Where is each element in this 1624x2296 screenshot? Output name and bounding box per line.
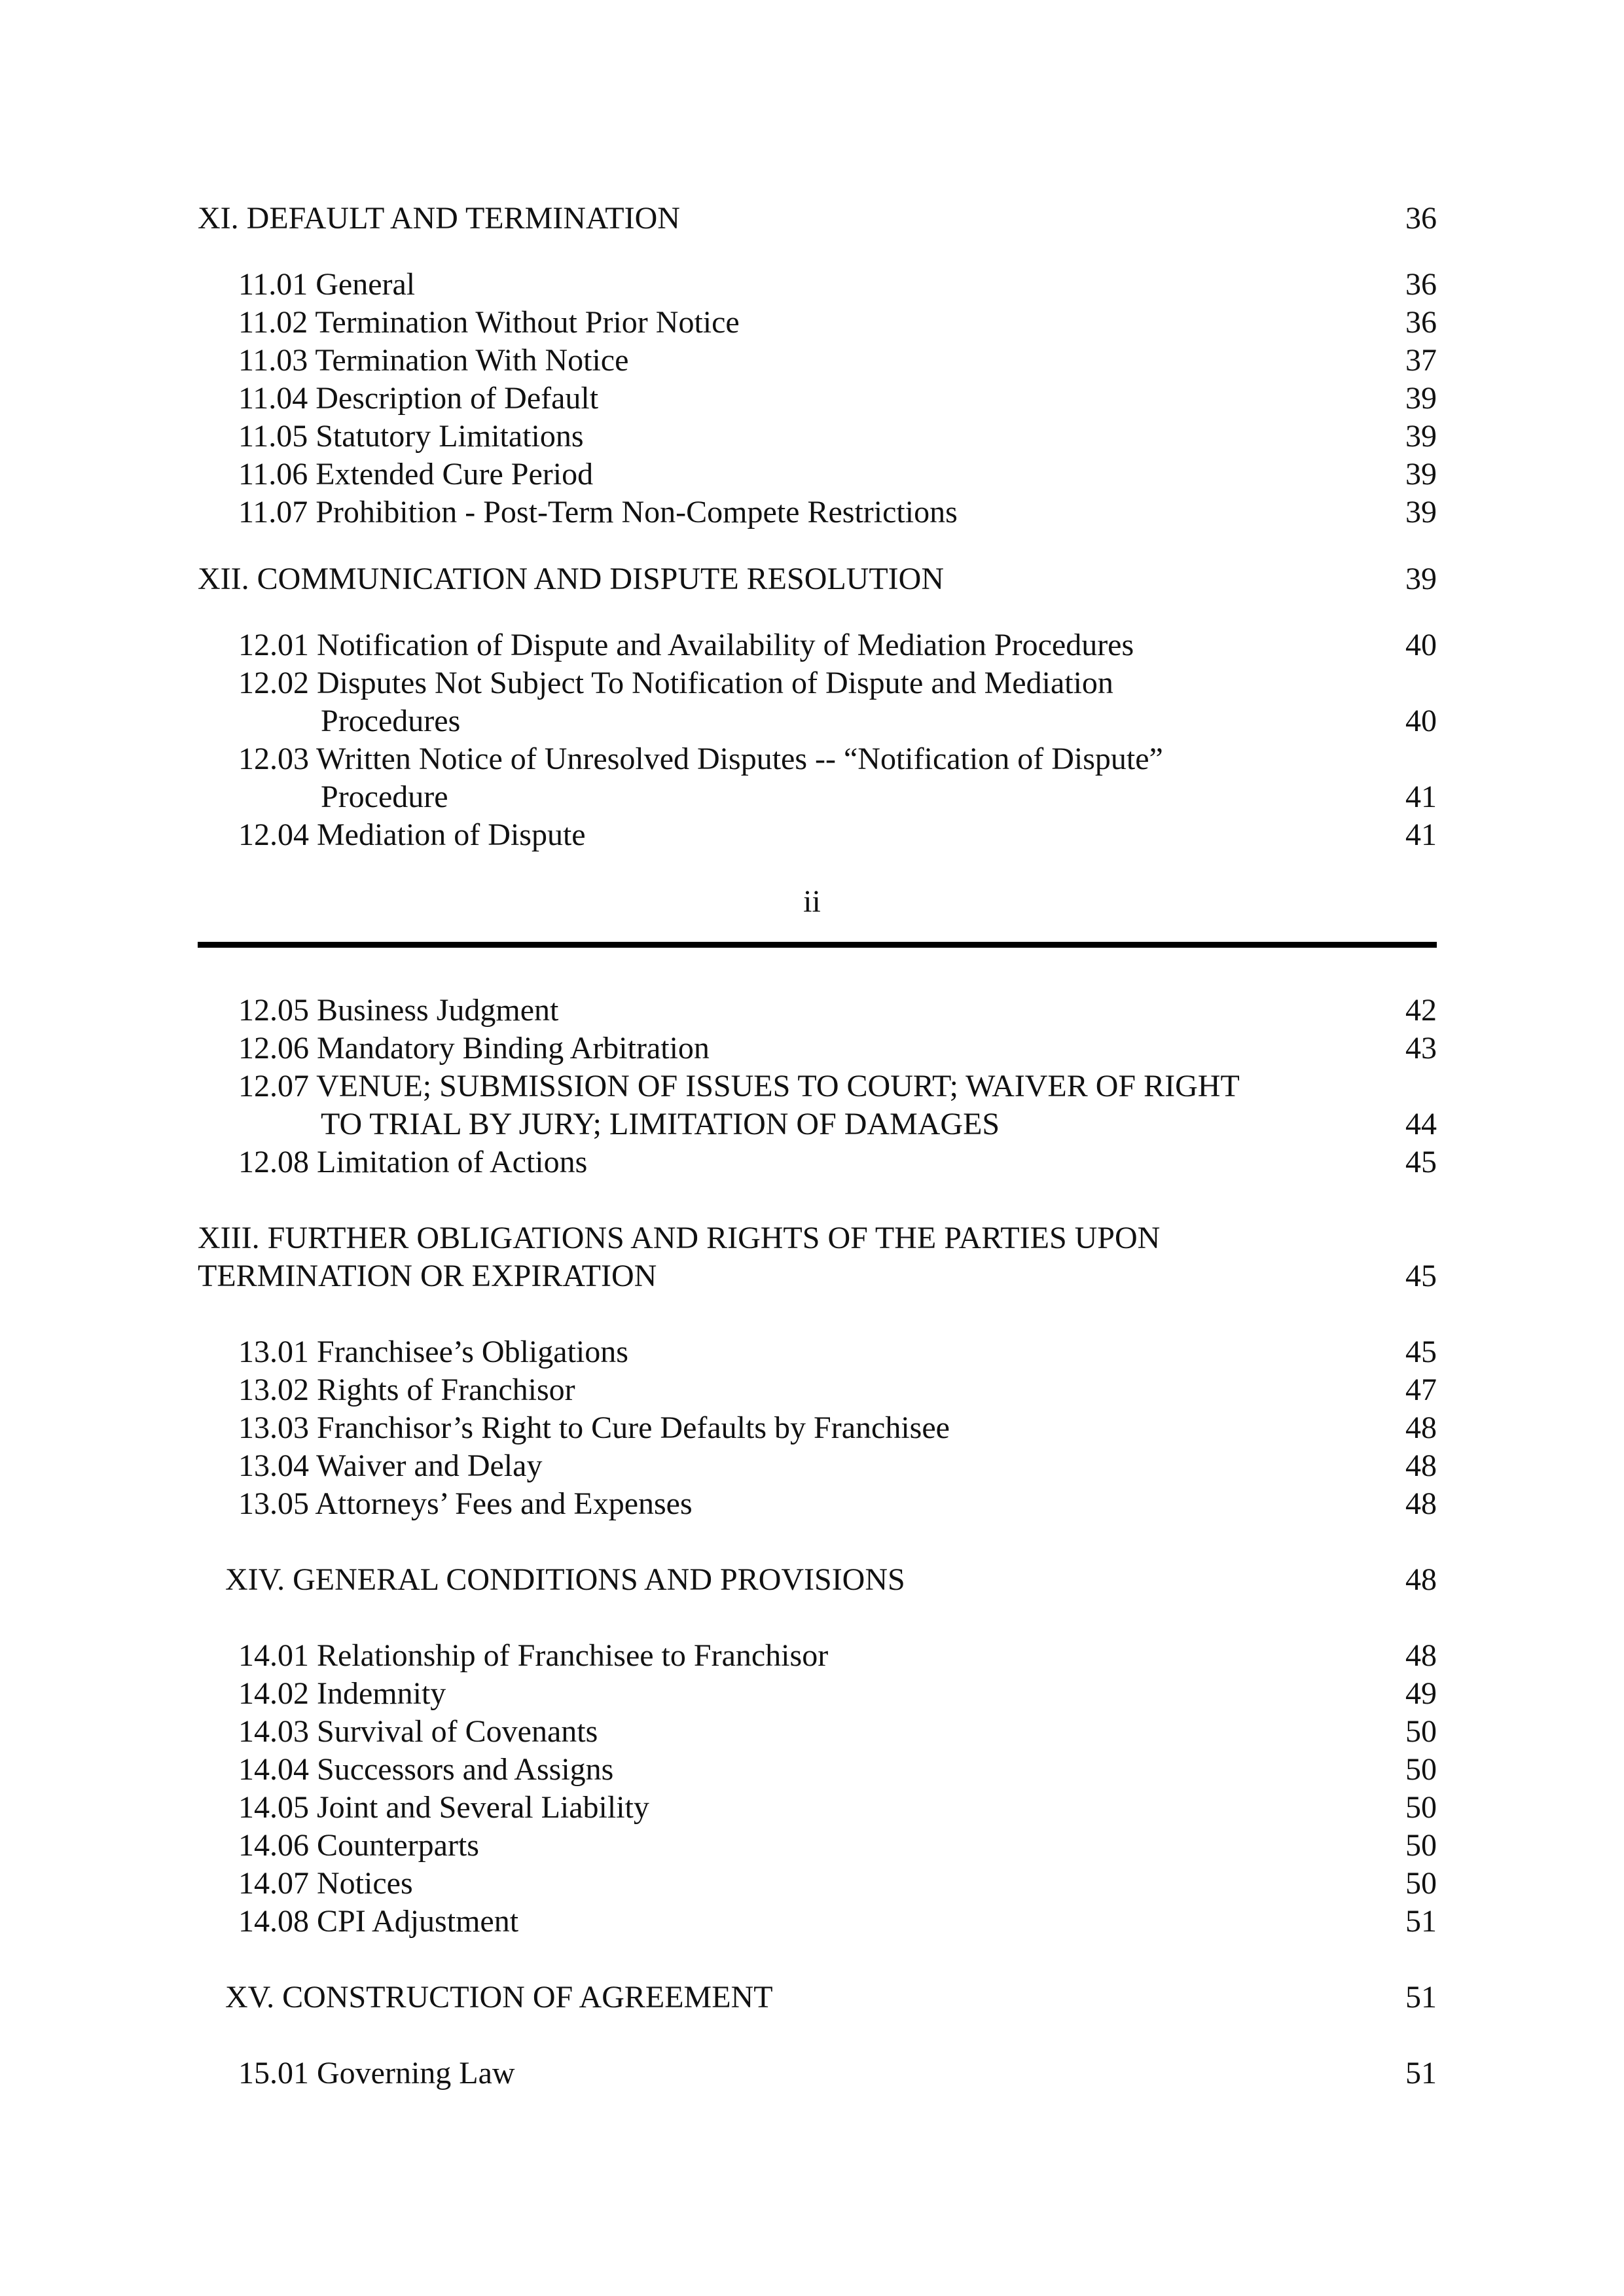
page-number-footer: ii — [803, 884, 821, 919]
toc-section-heading — [0, 1977, 1624, 2018]
toc-entry — [0, 2053, 1624, 2094]
entry-title: 11.05 Statutory Limitations — [238, 419, 584, 454]
entry-title: 12.02 Disputes Not Subject To Notification of Dispute and Mediation — [238, 666, 1113, 700]
entry-page-number: 49 — [1405, 1676, 1437, 1711]
entry-title: 12.05 Business Judgment — [238, 993, 559, 1028]
toc-entry — [0, 1407, 1624, 1449]
entry-title: 13.01 Franchisee’s Obligations — [238, 1335, 628, 1369]
entry-page-number: 48 — [1405, 1638, 1437, 1673]
entry-title-continuation: Procedure — [321, 780, 448, 814]
entry-page-number: 48 — [1405, 1410, 1437, 1445]
entry-page-number: 36 — [1405, 267, 1437, 302]
entry-title: 12.07 VENUE; SUBMISSION OF ISSUES TO COURT; WAIVER OF RIGHT — [238, 1069, 1240, 1103]
toc-entry — [0, 1749, 1624, 1791]
toc-entry-continuation — [0, 1103, 1624, 1145]
entry-title: 14.02 Indemnity — [238, 1676, 446, 1711]
entry-page-number: 45 — [1405, 1335, 1437, 1369]
section-page-number: 48 — [1405, 1562, 1437, 1597]
entry-page-number: 48 — [1405, 1486, 1437, 1521]
toc-entry — [0, 1901, 1624, 1943]
entry-page-number: 44 — [1405, 1107, 1437, 1141]
toc-entry — [0, 814, 1624, 856]
toc-entry — [0, 1369, 1624, 1411]
page-divider — [198, 942, 1437, 948]
toc-entry — [0, 264, 1624, 306]
entry-title: 11.01 General — [238, 267, 416, 302]
section-title: XII. COMMUNICATION AND DISPUTE RESOLUTION — [198, 562, 944, 596]
entry-title: 12.06 Mandatory Binding Arbitration — [238, 1031, 710, 1066]
entry-title: 11.06 Extended Cure Period — [238, 457, 594, 492]
toc-entry — [0, 1711, 1624, 1753]
toc-entry — [0, 662, 1624, 704]
toc-section-heading — [0, 558, 1624, 600]
entry-title: 14.05 Joint and Several Liability — [238, 1790, 649, 1825]
toc-entry-continuation — [0, 776, 1624, 818]
entry-title: 12.03 Written Notice of Unresolved Disputes -- “Notification of Dispute” — [238, 742, 1163, 776]
toc-section-heading-continuation — [0, 1255, 1624, 1297]
entry-page-number: 50 — [1405, 1790, 1437, 1825]
entry-title: 14.01 Relationship of Franchisee to Franchisor — [238, 1638, 829, 1673]
entry-page-number: 39 — [1405, 419, 1437, 454]
entry-page-number: 45 — [1405, 1145, 1437, 1179]
toc-entry — [0, 1863, 1624, 1905]
entry-title: 13.03 Franchisor’s Right to Cure Defaults by Franchisee — [238, 1410, 950, 1445]
entry-title: 14.04 Successors and Assigns — [238, 1752, 614, 1787]
entry-page-number: 39 — [1405, 381, 1437, 416]
entry-title: 12.04 Mediation of Dispute — [238, 817, 586, 852]
toc-entry — [0, 416, 1624, 457]
entry-title: 13.05 Attorneys’ Fees and Expenses — [238, 1486, 693, 1521]
entry-title: 11.04 Description of Default — [238, 381, 599, 416]
entry-page-number: 50 — [1405, 1714, 1437, 1749]
toc-entry — [0, 302, 1624, 344]
entry-title-continuation: TO TRIAL BY JURY; LIMITATION OF DAMAGES — [321, 1107, 1000, 1141]
section-page-number: 45 — [1405, 1259, 1437, 1293]
entry-page-number: 39 — [1405, 457, 1437, 492]
entry-title: 12.01 Notification of Dispute and Availability of Mediation Procedures — [238, 628, 1134, 662]
entry-title: 11.03 Termination With Notice — [238, 343, 629, 378]
entry-title: 14.08 CPI Adjustment — [238, 1904, 519, 1939]
entry-page-number: 43 — [1405, 1031, 1437, 1066]
toc-section-heading — [0, 1559, 1624, 1601]
entry-title: 12.08 Limitation of Actions — [238, 1145, 588, 1179]
toc-entry — [0, 1141, 1624, 1183]
entry-page-number: 50 — [1405, 1752, 1437, 1787]
toc-entry — [0, 340, 1624, 382]
entry-title: 14.06 Counterparts — [238, 1828, 479, 1863]
toc-entry — [0, 1635, 1624, 1677]
section-page-number: 51 — [1405, 1980, 1437, 2015]
entry-page-number: 50 — [1405, 1828, 1437, 1863]
toc-entry-continuation — [0, 700, 1624, 742]
entry-title: 11.02 Termination Without Prior Notice — [238, 305, 740, 340]
entry-page-number: 47 — [1405, 1372, 1437, 1407]
entry-page-number: 50 — [1405, 1866, 1437, 1901]
entry-page-number: 36 — [1405, 305, 1437, 340]
entry-page-number: 40 — [1405, 628, 1437, 662]
toc-entry — [0, 624, 1624, 666]
toc-entry — [0, 1825, 1624, 1867]
toc-entry — [0, 1028, 1624, 1069]
toc-entry — [0, 990, 1624, 1031]
section-title: XIII. FURTHER OBLIGATIONS AND RIGHTS OF THE PARTIES UPON — [198, 1221, 1161, 1255]
toc-entry — [0, 492, 1624, 533]
entry-title: 13.02 Rights of Franchisor — [238, 1372, 575, 1407]
entry-page-number: 51 — [1405, 1904, 1437, 1939]
entry-title: 13.04 Waiver and Delay — [238, 1448, 543, 1483]
toc-entry — [0, 378, 1624, 420]
toc-entry — [0, 1445, 1624, 1487]
section-title: XV. CONSTRUCTION OF AGREEMENT — [225, 1980, 773, 2015]
entry-page-number: 41 — [1405, 780, 1437, 814]
section-page-number: 36 — [1405, 201, 1437, 236]
toc-entry — [0, 1483, 1624, 1525]
toc-entry — [0, 738, 1624, 780]
toc-entry — [0, 1066, 1624, 1107]
entry-page-number: 39 — [1405, 495, 1437, 529]
toc-entry — [0, 1673, 1624, 1715]
entry-page-number: 37 — [1405, 343, 1437, 378]
entry-title: 14.03 Survival of Covenants — [238, 1714, 598, 1749]
entry-title: 15.01 Governing Law — [238, 2056, 515, 2090]
entry-title-continuation: Procedures — [321, 704, 461, 738]
toc-section-heading — [0, 1217, 1624, 1259]
toc-entry — [0, 1787, 1624, 1829]
section-title: XIV. GENERAL CONDITIONS AND PROVISIONS — [225, 1562, 905, 1597]
entry-title: 11.07 Prohibition - Post-Term Non-Compete Restrictions — [238, 495, 958, 529]
entry-page-number: 40 — [1405, 704, 1437, 738]
toc-entry — [0, 1331, 1624, 1373]
entry-page-number: 41 — [1405, 817, 1437, 852]
entry-title: 14.07 Notices — [238, 1866, 413, 1901]
section-title-continuation: TERMINATION OR EXPIRATION — [198, 1259, 657, 1293]
entry-page-number: 48 — [1405, 1448, 1437, 1483]
section-page-number: 39 — [1405, 562, 1437, 596]
toc-section-heading — [0, 198, 1624, 240]
toc-entry — [0, 454, 1624, 495]
entry-page-number: 51 — [1405, 2056, 1437, 2090]
entry-page-number: 42 — [1405, 993, 1437, 1028]
section-title: XI. DEFAULT AND TERMINATION — [198, 201, 680, 236]
